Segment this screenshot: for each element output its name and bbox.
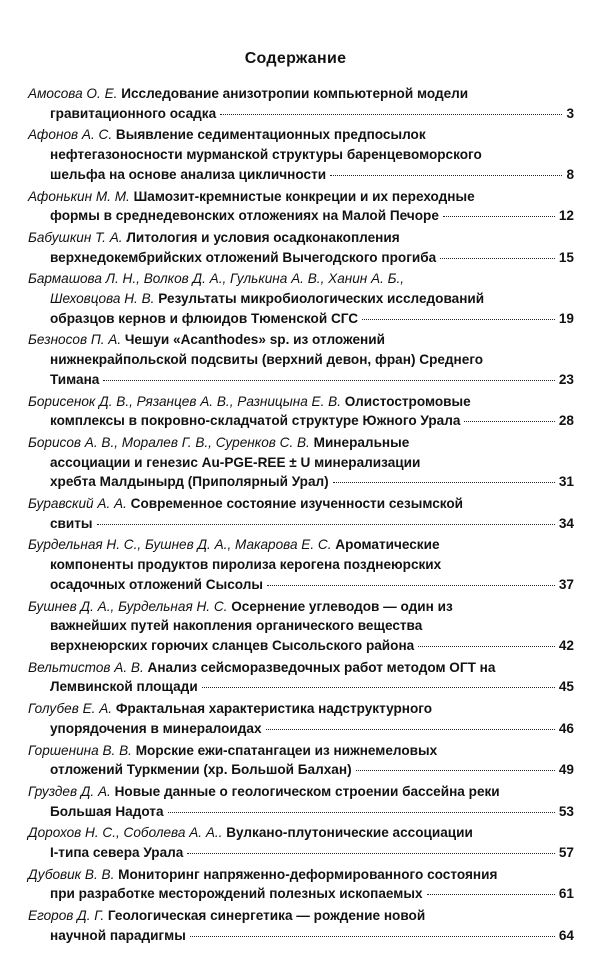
toc-title-text: Вулкано-плутонические ассоциации [222,825,473,841]
toc-title-text: Олистостромовые [341,393,471,409]
toc-authors: Бурдельная Н. С., Бушнев Д. А., Макарова Е. С. [28,537,332,553]
dot-leader [190,936,555,937]
dot-leader [440,258,555,259]
dot-leader [464,421,554,422]
toc-title-text: ассоциации и генезис Au-PGE-REE ± U минерализации [50,454,421,470]
toc-entry [28,597,574,656]
toc-authors: Дорохов Н. С., Соболева А. А.. [28,825,223,841]
page-number: 53 [558,803,574,819]
toc-title-text: Результаты микробиологических исследований [154,291,485,307]
dot-leader [333,482,555,483]
toc-entry [28,535,574,594]
toc-title-text: Литология и условия осадконакопления [122,229,400,245]
toc-title-text: верхнеюрских горючих сланцев Сысольского района [50,637,415,653]
toc-authors: Груздев Д. А. [28,783,111,799]
toc-title-text: Выявление седиментационных предпосылок [112,127,426,143]
toc-title-text: свиты [50,515,93,531]
toc-title-text: комплексы в покровно-складчатой структуре Южного Урала [50,413,461,429]
toc-authors: Горшенина В. В. [28,742,132,758]
toc-authors: Бушнев Д. А., Бурдельная Н. С. [28,598,228,614]
toc-title-text: Лемвинской площади [50,679,198,695]
toc-title-text: научной парадигмы [50,927,186,943]
page-number: 19 [558,310,574,326]
toc-title-text: Ароматические [331,537,440,553]
toc-authors: Дубовик В. В. [28,866,115,882]
toc-entry [28,330,574,389]
dot-leader [187,853,555,854]
toc-title-text: Шамозит-кремнистые конкреции и их переходные [129,188,475,204]
toc-title-text: важнейших путей накопления органического вещества [50,618,423,634]
toc-title-text: при разработке месторождений полезных ископаемых [50,886,423,902]
toc-title-text: Большая Надота [50,803,164,819]
dot-leader [220,114,562,115]
toc-entry [28,658,574,697]
dot-leader [97,524,555,525]
page-number: 12 [558,208,574,224]
toc-title-text: Геологическая синергетика — рождение новой [104,908,426,924]
toc-entry [28,494,574,533]
toc-title-text: шельфа на основе анализа цикличности [50,166,327,182]
toc-title-text: Осернение углеводов — один из [227,598,453,614]
dot-leader [202,687,555,688]
toc-authors: Бабушкин Т. А. [28,229,123,245]
toc-authors: Егоров Д. Г. [28,908,105,924]
toc-entry [28,187,574,226]
page-number: 28 [558,413,574,429]
toc-title-text: отложений Туркмении (хр. Большой Балхан) [50,762,352,778]
toc-authors: Борисенок Д. В., Рязанцев А. В., Разницына Е. В. [28,393,341,409]
toc-title-text: Фрактальная характеристика надструктурного [112,701,433,717]
toc-title-text: Современное состояние изученности сезымской [126,496,464,512]
toc-entry [28,84,574,123]
toc-authors: Шеховцова Н. В. [50,291,155,307]
dot-leader [418,646,555,647]
toc-entry [28,741,574,780]
toc-title-text: верхнедокембрийских отложений Вычегодского прогиба [50,249,437,265]
page-number: 64 [558,927,574,943]
page-number: 49 [558,762,574,778]
toc-title-text: компоненты продуктов пиролиза керогена позднеюрских [50,557,442,573]
page-number: 57 [558,845,574,861]
table-of-contents [28,84,574,948]
toc-title-text: Новые данные о геологическом строении бассейна реки [110,783,500,799]
toc-authors: Безносов П. А. [28,332,122,348]
toc-entry [28,125,574,184]
toc-authors: Борисов А. В., Моралев Г. В., Суренков С. В. [28,434,310,450]
toc-title-text: Минеральные [309,434,410,450]
toc-title-text: Исследование анизотропии компьютерной модели [117,86,469,101]
toc-authors: Буравский А. А. [28,496,127,512]
page-number: 8 [566,166,574,182]
page-number: 34 [558,515,574,531]
toc-authors: Голубев Е. А. [28,701,113,717]
toc-entry [28,823,574,862]
toc-title-text: упорядочения в минералоидах [50,720,262,736]
page-number: 37 [558,576,574,592]
page-number: 31 [558,474,574,490]
toc-entry [28,699,574,738]
page-number: 23 [558,371,574,387]
toc-title-text: формы в среднедевонских отложениях на Малой Печоре [50,208,439,224]
toc-authors: Амосова О. Е. [28,86,118,101]
toc-title-text: гравитационного осадка [50,105,217,121]
page-number: 46 [558,720,574,736]
dot-leader [330,175,562,176]
toc-entry [28,392,574,431]
toc-title-text: Мониторинг напряженно-деформированного состояния [114,866,498,882]
page-number: 3 [566,105,574,121]
page-number: 45 [558,679,574,695]
toc-title-text: нефтегазоносности мурманской структуры баренцевоморского [50,147,482,163]
page-number: 61 [558,886,574,902]
toc-entry [28,228,574,267]
dot-leader [427,894,555,895]
toc-entry [28,906,574,945]
dot-leader [103,380,555,381]
dot-leader [168,812,555,813]
toc-title-text: хребта Малдынырд (Приполярный Урал) [50,474,329,490]
toc-entry [28,865,574,904]
page-number: 42 [558,637,574,653]
dot-leader [362,319,555,320]
toc-title-text: образцов кернов и флюидов Тюменской СГС [50,310,359,326]
toc-title-text: Анализ сейсморазведочных работ методом ОГТ на [143,659,496,675]
page-title: Содержание [244,50,347,67]
toc-title-text: I-типа севера Урала [50,845,184,861]
page-number: 15 [558,249,574,265]
toc-entry [28,433,574,492]
toc-authors: Афонькин М. М. [28,188,130,204]
toc-authors: Афонов А. С. [28,127,113,143]
toc-authors: Бармашова Л. Н., Волков Д. А., Гулькина А. В., Ханин А. Б., [28,271,405,287]
toc-title-text: Морские ежи-спатангацеи из нижнемеловых [131,742,438,758]
toc-title-text: осадочных отложений Сысолы [50,576,263,592]
toc-authors: Вельтистов А. В. [28,659,144,675]
toc-title-text: Тимана [50,371,100,387]
dot-leader [443,216,555,217]
toc-title-text: Чешуи «Acanthodes» sp. из отложений [121,332,385,348]
dot-leader [267,585,555,586]
toc-title-text: нижнекрайпольской подсвиты (верхний девон, фран) Среднего [50,352,484,368]
toc-entry [28,269,574,328]
dot-leader [266,729,555,730]
dot-leader [356,770,555,771]
toc-entry [28,782,574,821]
